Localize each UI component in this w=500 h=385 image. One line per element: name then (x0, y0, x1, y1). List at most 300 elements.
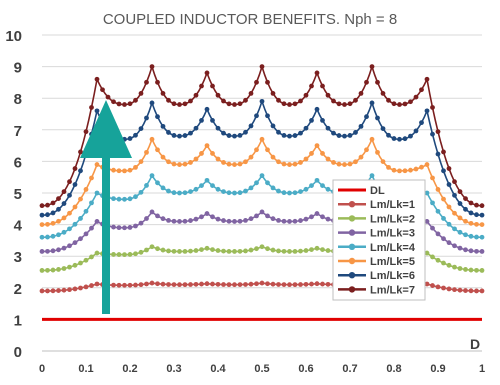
y-tick-label: 7 (13, 122, 22, 140)
data-point (216, 187, 221, 192)
data-point (298, 218, 303, 223)
y-tick-label: 2 (13, 280, 22, 298)
data-point (139, 282, 144, 287)
data-point (194, 157, 199, 162)
data-point (249, 185, 254, 190)
data-point (232, 134, 237, 139)
data-point (304, 157, 309, 162)
data-point (309, 118, 314, 123)
data-point (276, 189, 281, 194)
data-point (436, 209, 441, 214)
data-point (95, 77, 100, 82)
data-point (139, 159, 144, 164)
data-point (254, 281, 259, 286)
data-point (155, 114, 160, 119)
data-point (150, 210, 155, 215)
data-point (271, 185, 276, 190)
data-point (342, 102, 347, 107)
legend-label: Lm/Lk=7 (370, 284, 415, 297)
data-point (150, 64, 155, 69)
data-point (469, 288, 474, 293)
data-point (45, 203, 50, 208)
data-point (40, 289, 45, 294)
data-point (172, 249, 177, 254)
data-point (298, 249, 303, 254)
data-point (100, 87, 105, 92)
data-point (199, 183, 204, 188)
data-point (386, 165, 391, 170)
legend-label: DL (370, 185, 385, 197)
data-point (337, 162, 342, 167)
data-point (73, 205, 78, 210)
x-tick-label: 0 (38, 363, 46, 375)
data-point (463, 207, 468, 212)
data-point (375, 80, 380, 85)
data-point (452, 243, 457, 248)
data-point (315, 107, 320, 112)
data-point (430, 255, 435, 260)
data-point (111, 99, 116, 104)
data-point (386, 133, 391, 138)
data-point (243, 159, 248, 164)
data-point (474, 268, 479, 273)
data-point (254, 113, 259, 118)
data-point (45, 289, 50, 294)
data-point (194, 187, 199, 192)
data-point (84, 129, 89, 134)
data-point (166, 282, 171, 287)
data-point (117, 197, 122, 202)
y-tick-label: 5 (13, 186, 22, 203)
data-point (199, 84, 204, 89)
data-point (172, 133, 177, 138)
data-point (210, 84, 215, 89)
data-point (326, 282, 331, 287)
data-point (238, 133, 243, 138)
data-point (298, 131, 303, 136)
data-point (364, 147, 369, 152)
data-point (298, 160, 303, 165)
data-point (463, 219, 468, 224)
data-point (315, 281, 320, 286)
data-point (166, 98, 171, 103)
data-point (62, 246, 67, 251)
data-point (243, 249, 248, 254)
data-point (276, 249, 281, 254)
data-point (150, 244, 155, 249)
data-point (232, 162, 237, 167)
data-point (265, 147, 270, 152)
data-point (89, 176, 94, 181)
data-point (249, 124, 254, 129)
y-tick-label: 6 (13, 154, 22, 172)
data-point (463, 232, 468, 237)
data-point (62, 189, 67, 194)
x-tick-label: 1 (478, 363, 486, 375)
data-point (408, 134, 413, 139)
data-point (392, 168, 397, 173)
x-tick-label: 0.6 (298, 363, 314, 375)
data-point (155, 147, 160, 152)
data-point (45, 235, 50, 240)
y-tick-label: 10 (5, 28, 22, 45)
data-point (89, 255, 94, 260)
data-point (73, 240, 78, 245)
data-point (117, 252, 122, 257)
data-point (122, 197, 127, 202)
data-point (172, 190, 177, 195)
y-tick-label: 4 (13, 217, 22, 235)
data-point (320, 247, 325, 252)
data-point (122, 168, 127, 173)
data-point (216, 217, 221, 222)
data-point (364, 114, 369, 119)
data-point (199, 118, 204, 123)
data-point (221, 99, 226, 104)
data-point (469, 248, 474, 253)
data-point (78, 236, 83, 241)
data-point (326, 126, 331, 131)
data-point (78, 261, 83, 266)
data-point (199, 282, 204, 287)
data-point (89, 226, 94, 231)
data-point (133, 224, 138, 229)
data-point (56, 196, 61, 201)
data-point (62, 266, 67, 271)
data-point (293, 162, 298, 167)
data-point (117, 225, 122, 230)
data-point (128, 136, 133, 141)
data-point (298, 189, 303, 194)
data-point (276, 282, 281, 287)
data-point (84, 258, 89, 263)
legend-label: Lm/Lk=3 (370, 227, 415, 240)
legend-marker (349, 244, 355, 250)
data-point (436, 187, 441, 192)
data-point (122, 225, 127, 230)
data-point (458, 266, 463, 271)
data-point (51, 248, 56, 253)
data-point (441, 197, 446, 202)
data-point (238, 101, 243, 106)
data-point (216, 248, 221, 253)
data-point (161, 91, 166, 96)
data-point (139, 250, 144, 255)
data-point (425, 77, 430, 82)
data-point (172, 282, 177, 287)
data-point (67, 211, 72, 216)
data-point (177, 282, 182, 287)
data-point (144, 282, 149, 287)
data-point (403, 168, 408, 173)
data-point (133, 283, 138, 288)
data-point (221, 131, 226, 136)
data-point (172, 101, 177, 106)
data-point (480, 249, 485, 254)
data-point (265, 113, 270, 118)
data-point (386, 98, 391, 103)
y-tick-label: 9 (13, 59, 22, 77)
data-point (474, 203, 479, 208)
data-point (78, 168, 83, 173)
data-point (425, 162, 430, 167)
data-point (287, 282, 292, 287)
data-point (320, 84, 325, 89)
data-point (128, 283, 133, 288)
data-point (320, 214, 325, 219)
data-point (62, 288, 67, 293)
data-point (260, 99, 265, 104)
legend-label: Lm/Lk=4 (370, 241, 415, 254)
data-point (430, 200, 435, 205)
data-point (194, 217, 199, 222)
x-tick-label: 0.8 (386, 363, 402, 375)
data-point (232, 249, 237, 254)
data-point (84, 209, 89, 214)
data-point (370, 137, 375, 142)
data-point (304, 93, 309, 98)
x-tick-label: 0.4 (210, 363, 226, 375)
data-point (194, 248, 199, 253)
data-point (430, 105, 435, 110)
data-point (293, 219, 298, 224)
data-point (117, 168, 122, 173)
data-point (447, 166, 452, 171)
data-point (133, 98, 138, 103)
data-point (62, 230, 67, 235)
data-point (73, 222, 78, 227)
data-point (150, 137, 155, 142)
data-point (276, 159, 281, 164)
data-point (73, 263, 78, 268)
data-point (117, 102, 122, 107)
legend-marker (349, 229, 355, 235)
data-point (199, 214, 204, 219)
data-point (67, 193, 72, 198)
data-point (480, 235, 485, 240)
data-point (271, 216, 276, 221)
data-point (40, 222, 45, 227)
data-point (480, 203, 485, 208)
data-point (161, 216, 166, 221)
data-point (56, 219, 61, 224)
data-point (133, 165, 138, 170)
data-point (469, 234, 474, 239)
data-point (419, 87, 424, 92)
data-point (221, 282, 226, 287)
data-point (45, 212, 50, 217)
chart-title: COUPLED INDUCTOR BENEFITS. Nph = 8 (102, 11, 398, 28)
data-point (458, 288, 463, 293)
y-axis-ticks (5, 28, 22, 361)
data-point (447, 222, 452, 227)
data-point (293, 133, 298, 138)
data-point (304, 187, 309, 192)
data-point (309, 214, 314, 219)
data-point (95, 251, 100, 256)
data-point (309, 151, 314, 156)
data-point (260, 281, 265, 286)
data-point (95, 191, 100, 196)
data-point (480, 213, 485, 218)
data-point (469, 268, 474, 273)
data-point (111, 225, 116, 230)
data-point (243, 98, 248, 103)
data-point (144, 248, 149, 253)
x-tick-label: 0.2 (122, 363, 138, 375)
data-point (293, 282, 298, 287)
data-point (287, 249, 292, 254)
data-point (210, 118, 215, 123)
data-point (403, 102, 408, 107)
data-point (436, 231, 441, 236)
data-point (45, 268, 50, 273)
data-point (254, 213, 259, 218)
data-point (216, 157, 221, 162)
data-point (205, 211, 210, 216)
data-point (133, 251, 138, 256)
data-point (463, 267, 468, 272)
x-axis-ticks (39, 363, 485, 375)
arrow-shaft (102, 150, 110, 314)
data-point (293, 101, 298, 106)
data-point (150, 173, 155, 178)
data-point (177, 134, 182, 139)
data-point (474, 289, 479, 294)
data-point (51, 288, 56, 293)
data-point (342, 162, 347, 167)
data-point (183, 133, 188, 138)
data-point (232, 282, 237, 287)
data-point (177, 249, 182, 254)
data-point (326, 157, 331, 162)
data-point (56, 232, 61, 237)
data-point (172, 219, 177, 224)
data-point (188, 99, 193, 104)
data-point (441, 236, 446, 241)
data-point (238, 249, 243, 254)
data-point (188, 249, 193, 254)
legend-marker (349, 201, 355, 207)
data-point (408, 99, 413, 104)
data-point (480, 222, 485, 227)
data-point (353, 98, 358, 103)
data-point (425, 108, 430, 113)
data-point (414, 129, 419, 134)
data-point (205, 281, 210, 286)
y-tick-label: 1 (13, 312, 22, 330)
data-point (265, 213, 270, 218)
data-point (315, 143, 320, 148)
data-point (298, 282, 303, 287)
data-point (293, 249, 298, 254)
data-point (463, 288, 468, 293)
data-point (84, 187, 89, 192)
legend-marker (349, 286, 355, 292)
data-point (78, 216, 83, 221)
data-point (51, 268, 56, 273)
data-point (89, 283, 94, 288)
data-point (161, 248, 166, 253)
data-point (304, 126, 309, 131)
data-point (337, 101, 342, 106)
data-point (117, 283, 122, 288)
data-point (155, 213, 160, 218)
data-point (254, 180, 259, 185)
data-point (210, 183, 215, 188)
data-point (216, 93, 221, 98)
data-point (254, 147, 259, 152)
data-point (161, 282, 166, 287)
legend-label: Lm/Lk=6 (370, 270, 415, 283)
legend-marker (349, 258, 355, 264)
data-point (282, 282, 287, 287)
data-point (155, 80, 160, 85)
data-point (243, 189, 248, 194)
data-point (331, 99, 336, 104)
data-point (474, 222, 479, 227)
data-point (188, 160, 193, 165)
data-point (194, 93, 199, 98)
data-point (67, 265, 72, 270)
data-point (133, 133, 138, 138)
data-point (51, 234, 56, 239)
data-point (474, 249, 479, 254)
data-point (436, 284, 441, 289)
legend-label: Lm/Lk=5 (370, 256, 415, 268)
data-point (309, 84, 314, 89)
data-point (282, 162, 287, 167)
data-point (265, 80, 270, 85)
data-point (227, 190, 232, 195)
data-point (205, 143, 210, 148)
data-point (111, 252, 116, 257)
data-point (122, 102, 127, 107)
data-point (271, 155, 276, 160)
data-point (199, 151, 204, 156)
data-point (227, 133, 232, 138)
data-point (238, 162, 243, 167)
data-point (210, 282, 215, 287)
data-point (139, 126, 144, 131)
data-point (67, 243, 72, 248)
data-point (216, 282, 221, 287)
data-point (287, 102, 292, 107)
data-point (419, 165, 424, 170)
data-point (315, 211, 320, 216)
data-point (309, 282, 314, 287)
data-point (111, 283, 116, 288)
data-point (436, 129, 441, 134)
data-point (177, 102, 182, 107)
data-point (45, 222, 50, 227)
data-point (381, 126, 386, 131)
data-point (458, 201, 463, 206)
data-point (441, 168, 446, 173)
x-tick-label: 0.7 (342, 363, 358, 375)
data-point (188, 131, 193, 136)
arrow-head (80, 100, 132, 158)
data-point (441, 286, 446, 291)
data-point (452, 193, 457, 198)
data-point (249, 91, 254, 96)
data-point (73, 287, 78, 292)
data-point (474, 235, 479, 240)
data-point (326, 93, 331, 98)
data-point (282, 219, 287, 224)
data-point (348, 133, 353, 138)
data-point (166, 189, 171, 194)
